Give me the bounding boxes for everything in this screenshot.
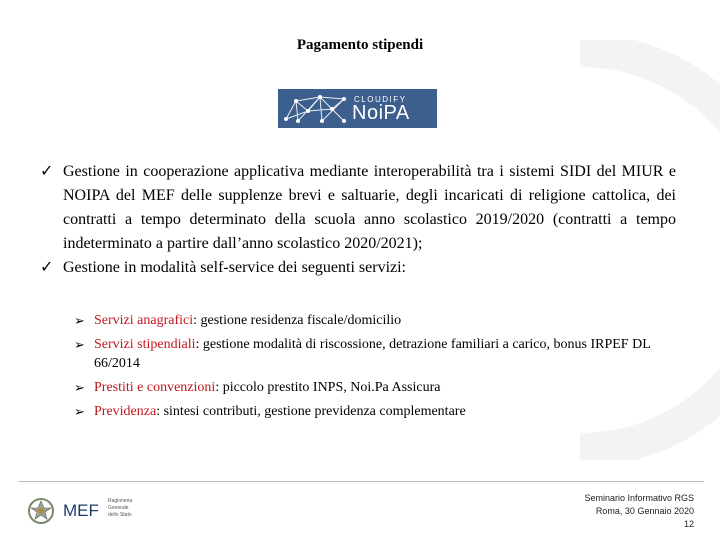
bullet-text: Gestione in modalità self-service dei seguenti servizi: [63,259,406,276]
logo-tagline: CLOUDIFY [354,95,407,104]
check-icon: ✓ [40,259,54,276]
arrow-icon: ➢ [74,313,85,328]
arrow-icon: ➢ [74,380,85,395]
service-item [74,402,680,421]
republic-emblem-icon [26,495,56,527]
main-bullet-list [40,160,676,280]
footer-date: Roma, 30 Gennaio 2020 [595,506,694,516]
footer-divider [18,481,704,482]
page-number: 12 [683,519,694,529]
bullet-item [40,256,676,280]
logo-name: NoiPA [352,102,410,124]
service-desc: : sintesi contributi, gestione previdenza complementare [156,404,466,419]
mef-caption: Ragioneria Generale dello Stato [108,498,133,518]
service-item [74,378,680,397]
service-desc: : gestione residenza fiscale/domicilio [193,313,402,328]
bullet-text: Gestione in cooperazione applicativa mediante interoperabilità tra i sistemi SIDI del MIUR e NOIPA del MEF delle supplenze brevi e saltuarie, degli incaricati di religione cattolica, dei contratti a tempo determinato della scuola anno scolastico 2019/2020 (contratti a tempo indeterminato a partire dall’anno scolastico 2020/2021); [63,163,676,252]
bullet-item [40,160,676,256]
footer-seminar: Seminario Informativo RGS [584,493,694,503]
mef-label: MEF [63,501,99,520]
footer-info [584,492,694,531]
mef-logo [63,493,143,529]
noipa-logo [278,89,437,128]
slide-title: Pagamento stipendi [296,37,424,53]
service-name: Prestiti e convenzioni [94,380,216,395]
service-name: Servizi anagrafici [94,313,194,328]
service-desc: : piccolo prestito INPS, Noi.Pa Assicura [215,380,441,395]
network-icon [278,89,354,128]
service-desc: : gestione modalità di riscossione, detrazione familiari a carico, bonus IRPEF DL 66/2014 [94,337,651,371]
check-icon: ✓ [40,163,54,180]
service-item [74,335,680,373]
services-list [74,311,680,426]
service-name: Previdenza [94,404,157,419]
service-item [74,311,680,330]
service-name: Servizi stipendiali [94,337,196,352]
arrow-icon: ➢ [74,337,85,352]
arrow-icon: ➢ [74,404,85,419]
